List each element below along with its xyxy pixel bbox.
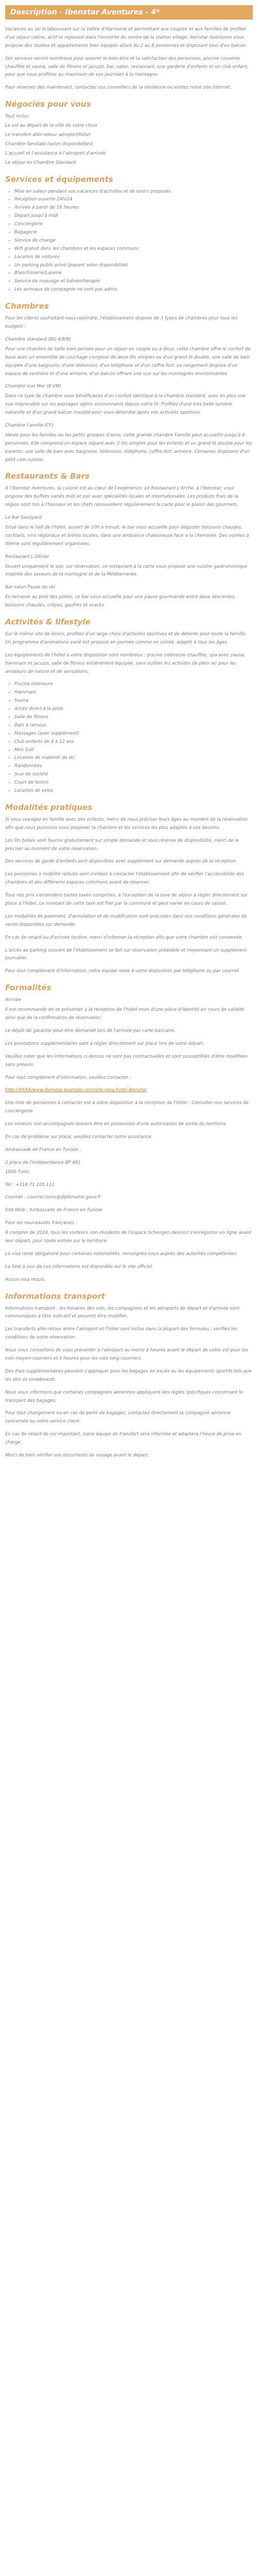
- informations-text: En cas de retard de vol important, notre équipe de transfert sera informée et adaptera l'heure de prise en charge.: [5, 1432, 241, 1446]
- list-item: • Service de massage et balnéothérapie: [14, 278, 253, 286]
- restaurant-subheading: Bar salon Pause du ski: [5, 585, 55, 590]
- negocies-item: L'accueil et l'assistance à l'aéroport d'arrivée: [5, 150, 106, 156]
- restaurants-text: En terrasse au pied des pistes, ce bar vous accueille pour une pause gourmande entre deux descentes, boissons chaudes, crêpes, gaufres et snacks.: [5, 595, 236, 608]
- formalites-text: Les prestations supplémentaires sont à régler directement sur place lors de votre départ.: [5, 1041, 205, 1046]
- formalites-text: Ambassade de France en Tunisie :: [5, 1147, 81, 1153]
- negocies-item: Tout inclus: [5, 114, 29, 120]
- list-item: • Jeux de société: [14, 771, 253, 779]
- informations-text: Nous vous conseillons de vous présenter à l'aéroport au moins 2 heures avant le départ de votre vol pour les vols moyen-courriers et 3 heures pour les vols long-courriers.: [5, 1348, 248, 1361]
- list-item: • Réception ouverte 24h/24: [14, 196, 253, 204]
- nouveaute-text: La liste à jour de ces informations est disponible sur le site officiel.: [5, 1264, 154, 1269]
- room-type-text: Dans ce type de chambre vous bénéficierez d'un confort identique à la chambre standard, avec en plus une vue imprenable sur les paysages alpins environnants depuis votre lit. Profitez d'une très belle lumière naturelle et d'un grand balcon meublé pour vous détendre après vos activités sportives.: [5, 394, 246, 416]
- negocies-item: Le séjour en Chambre Standard: [5, 160, 76, 165]
- list-item: • Un parking public privé (payant selon disponibilité): [14, 262, 253, 270]
- section-title-activites: Activités & lifestyle: [5, 617, 91, 626]
- formalites-text: Veuillez noter que les informations ci-dessus ne sont pas contractuelles et sont susceptibles d'être modifiées sans préavis.: [5, 1054, 248, 1067]
- informations-text: Merci de bien vérifier vos documents de voyage avant le départ.: [5, 1453, 149, 1458]
- list-item: • Location de vélos: [14, 787, 253, 795]
- nouveaute-subheading: Pour les nouveautés françaises :: [5, 1221, 77, 1226]
- list-item: • Les animaux de compagnie ne sont pas admis: [14, 286, 253, 294]
- list-item: • Mini Golf: [14, 747, 253, 755]
- intro-paragraph: Vacances au ski éclaboussant sur la Vallée d'Harmonie et permettant aux couples et aux familles de profiter d'un séjour calme, actif et reposant dans l'enceinte du centre de la station village, Ibenstar Aventures vous propose des studios et appartements bien équipés allant du 2 au 8 personnes et disposant tous d'un balcon.: [5, 27, 247, 48]
- restaurants-text: À l'Ibenstar Aventures, la cuisine est au cœur de l'expérience. Le Restaurant L'Arche, à l'Ibenstar, vous propose des buffets variés midi et soir avec spécialités locales et internationales. Les produits frais de la région sont mis à l'honneur et les chefs renouvellent régulièrement la carte pour le plaisir des gourmets.: [5, 486, 239, 508]
- informations-text: Les transferts aller-retour entre l'aéroport et l'hôtel sont inclus dans la plupart des formules ; vérifiez les conditions de votre réservation.: [5, 1327, 238, 1341]
- page-title: Description - Ibenstar Aventures - 4*: [5, 5, 253, 20]
- list-item: • Salle de fitness: [14, 714, 253, 722]
- nouveaute-text: À compter de 2024, tous les visiteurs non-résidents de l'espace Schengen devront s'enregistrer en ligne avant leur départ, pour toute entrée sur le territoire.: [5, 1230, 251, 1244]
- modalites-text: En cas de retard ou d'arrivée tardive, merci d'informer la réception afin que votre chambre soit conservée.: [5, 935, 244, 940]
- negocies-item: Le vol au départ de la ville de votre choix: [5, 123, 98, 129]
- activites-text: Sur le même site de loisirs, profitez d'un large choix d'activités sportives et de détente pour toute la famille. Un programme d'animations varié est proposé en journée comme en soirée, adapté à tous les âges.: [5, 631, 247, 645]
- list-item: • Massages (avec supplément): [14, 730, 253, 738]
- informations-text: Pour tout changement ou en cas de perte de bagages, contactez directement la compagnie aérienne concernée ou notre service client.: [5, 1411, 231, 1425]
- modalites-text: Les modalités de paiement, d'annulation et de modification sont précisées dans nos conditions générales de vente disponibles sur demande.: [5, 913, 247, 927]
- section-title-informations: Informations transport: [5, 1291, 105, 1301]
- activites-list: [5, 681, 253, 795]
- informations-text: Des frais supplémentaires peuvent s'appliquer pour les bagages en excès ou les équipements sportifs tels que les skis et snowboards.: [5, 1368, 252, 1382]
- list-item: • Accès direct à la piste: [14, 705, 253, 714]
- negocies-item: Le transfert aller-retour aéroport/hôtel: [5, 132, 91, 138]
- activites-text: Les équipements de l'hôtel à votre disposition sont nombreux : piscine intérieure chauffée, spa avec sauna, hammam et jacuzzi, salle de fitness entièrement équipée, sans oublier les activités de plein air pour les amateurs de nature et de sensations.: [5, 652, 246, 674]
- informations-text: Informations transport : les horaires des vols, les compagnies et les aéroports de départ et d'arrivée sont communiqués à titre indicatif et peuvent être modifiés.: [5, 1306, 240, 1319]
- list-item: • Bain à remous: [14, 722, 253, 730]
- modalites-text: Les personnes à mobilité réduite sont invitées à contacter l'établissement afin de vérifier l'accessibilité des chambres et des différents espaces communs avant de réserver.: [5, 872, 244, 886]
- nouveaute-text: Aucun visa requis.: [5, 1277, 46, 1282]
- list-item: • Bagagerie: [14, 229, 253, 237]
- page: [0, 5, 258, 1485]
- list-item: • Sauna: [14, 697, 253, 705]
- list-item: • Conciergerie: [14, 221, 253, 229]
- restaurant-subheading: Restaurant L'Olivier: [5, 554, 50, 560]
- modalites-text: Les lits bébés sont fournis gratuitement sur simple demande et sous réserve de disponibilité, merci de le préciser au moment de votre réservation.: [5, 838, 239, 852]
- embassy-address: 1000 Tunis: [5, 1169, 29, 1175]
- negocies-item: Chambre familiale (selon disponibilités): [5, 141, 93, 147]
- list-item: • Service de change: [14, 237, 253, 245]
- modalites-text: L'accès au parking couvert de l'établissement se fait sur réservation préalable et moyennant un supplément journalier.: [5, 947, 247, 961]
- list-item: • Piscine intérieure: [14, 681, 253, 689]
- section-title-restaurants: Restaurants & Bars: [5, 471, 90, 481]
- services-list: [5, 188, 253, 295]
- room-type-heading: Chambre Famille (CF): [5, 422, 54, 428]
- chambres-intro: Pour les clients souhaitant nous rejoindre, l'établissement dispose de 3 types de chambres pour tous les budgets :: [5, 316, 238, 330]
- list-item: • Wifi gratuit dans les chambres et les espaces communs: [14, 245, 253, 253]
- list-item: • Location de voitures: [14, 253, 253, 262]
- restaurant-subheading: Le Bar Savoyard: [5, 515, 42, 521]
- modalites-text: Tous nos prix s'entendent toutes taxes comprises, à l'exception de la taxe de séjour à régler directement sur place à l'hôtel. Le montant de cette taxe est fixé par la commune et peut varier en cours de saison.: [5, 893, 248, 907]
- formalites-text: En cas de problème sur place, veuillez contacter notre assistance.: [5, 1134, 153, 1140]
- formalites-subheading: Arrivée: [5, 997, 21, 1003]
- list-item: • Club enfants de 4 à 12 ans: [14, 738, 253, 747]
- formalites-text: Une liste de personnes à contacter est à votre disposition à la réception de l'hôtel : Consulter nos services de conciergerie.: [5, 1100, 249, 1114]
- embassy-website: Site Web : Ambassade de France en Tunisie: [5, 1208, 103, 1213]
- section-title-services: Services et équipements: [5, 174, 114, 184]
- formalites-text: Il est recommandé de se présenter à la réception de l'hôtel muni d'une pièce d'identité en cours de validité ainsi que de la confirmation de réservation.: [5, 1007, 245, 1021]
- formalites-text: Pour tout complément d'information, veuillez contacter :: [5, 1075, 132, 1080]
- room-type-text: Pour une chambre de taille bien pensée pour un séjour en couple ou à deux, cette chambre offre le confort de base avec un ensemble de couchage composé de deux lits simples ou d'un grand lit double, une salle de bain équipée d'une baignoire, d'une télévision, d'un téléphone et d'un coffre-fort. Le rangement dispose d'un espace de vestiaire et d'une armoire, d'un balcon offrant une vue sur les montagnes environnantes.: [5, 346, 251, 377]
- informations-text: Nous vous informons que certaines compagnies aériennes appliquent des règles spécifiques concernant le transport des bagages.: [5, 1389, 243, 1403]
- formalites-text: Les mineurs non accompagnés doivent être en possession d'une autorisation de sortie du territoire.: [5, 1122, 228, 1127]
- section-title-modalites: Modalités pratiques: [5, 802, 92, 812]
- restaurants-text: Situé dans le hall de l'hôtel, ouvert de 10h à minuit, le bar vous accueille pour déguster boissons chaudes, cocktails, vins régionaux et bières locales, dans une ambiance chaleureuse face à la cheminée. Des soirées à thème sont régulièrement organisées.: [5, 524, 249, 547]
- nouveaute-text: La visa reste obligatoire pour certaines nationalités, renseignez-vous auprès des autorités compétentes.: [5, 1251, 238, 1257]
- modalites-text: Des services de garde d'enfants sont disponibles avec supplément sur demande auprès de la réception.: [5, 859, 237, 865]
- section-title-negocies: Négociés pour vous: [5, 99, 91, 109]
- room-type-text: Idéale pour les familles ou les petits groupes d'amis, cette grande chambre Famille peut accueillir jusqu'à 4 personnes. Elle comprend un espace séparé avec 2 lits simples pour les enfants et un grand lit double pour les parents, une salle de bain avec baignoire, télévision, téléphone, coffre-fort, armoire. Certaines disposent d'un petit coin cuisine.: [5, 432, 252, 463]
- formalites-text: Le dépôt de garantie peut être demandé lors de l'arrivée par carte bancaire.: [5, 1028, 176, 1033]
- list-item: • Court de tennis: [14, 779, 253, 787]
- restaurants-text: Ouvert uniquement le soir, sur réservation, ce restaurant à la carte vous propose une cuisine gastronomique inspirée des saveurs de la montagne et de la Méditerranée.: [5, 564, 248, 578]
- info-link[interactable]: http://XXXX/www.ibenstar.example.com/site-resa-hotel-ibenstar: [5, 1088, 147, 1093]
- list-item: • Randonnées: [14, 762, 253, 771]
- intro-paragraph: Pour réservez dès maintenant, contactez vos conseillers de la résidence ou visitez notre site internet.: [5, 85, 232, 91]
- modalites-text: Pour tout complément d'information, notre équipe reste à votre disposition par téléphone ou par courriel.: [5, 969, 240, 974]
- modalites-text: Si vous voyagez en famille avec des enfants, merci de nous préciser leurs âges au moment de la réservation afin que nous puissions vous proposer la chambre et les services les plus adaptés à vos besoins.: [5, 817, 248, 831]
- embassy-address: 2 place de l'Indépendance BP 491: [5, 1160, 81, 1165]
- list-item: • Hammam: [14, 689, 253, 697]
- room-type-heading: Chambre Vue Mer (8 VM): [5, 384, 61, 389]
- embassy-phone: Tel : +216 71 105 111: [5, 1182, 55, 1188]
- intro-paragraph: Ses services seront nombreux pour assurer le bien-être et la satisfaction des personnes, piscine couverte chauffée et sauna, salle de fitness et jacuzzi, bar, salon, restaurant, une garderie d'enfants et un club enfant, pour que vous profitiez au maximum de vos journées à la montagne.: [5, 56, 249, 78]
- formalites-link[interactable]: [5, 1087, 253, 1095]
- list-item: • Arrivée à partir de 16 heures: [14, 204, 253, 212]
- embassy-email: Courriel : courrier.tunis@diplomatie.gouv.fr: [5, 1195, 101, 1200]
- section-title-formalites: Formalités: [5, 983, 52, 993]
- room-type-heading: Chambre standard (BO 4/8/8): [5, 336, 71, 342]
- list-item: • Blanchisserie/Laverie: [14, 269, 253, 278]
- list-item: • Départ jusqu'à midi: [14, 212, 253, 221]
- list-item: • Location de matériel de ski: [14, 754, 253, 762]
- list-item: • Mise en valeur pendant vos vacances d'activités et de loisirs proposés: [14, 188, 253, 196]
- section-title-chambres: Chambres: [5, 301, 49, 311]
